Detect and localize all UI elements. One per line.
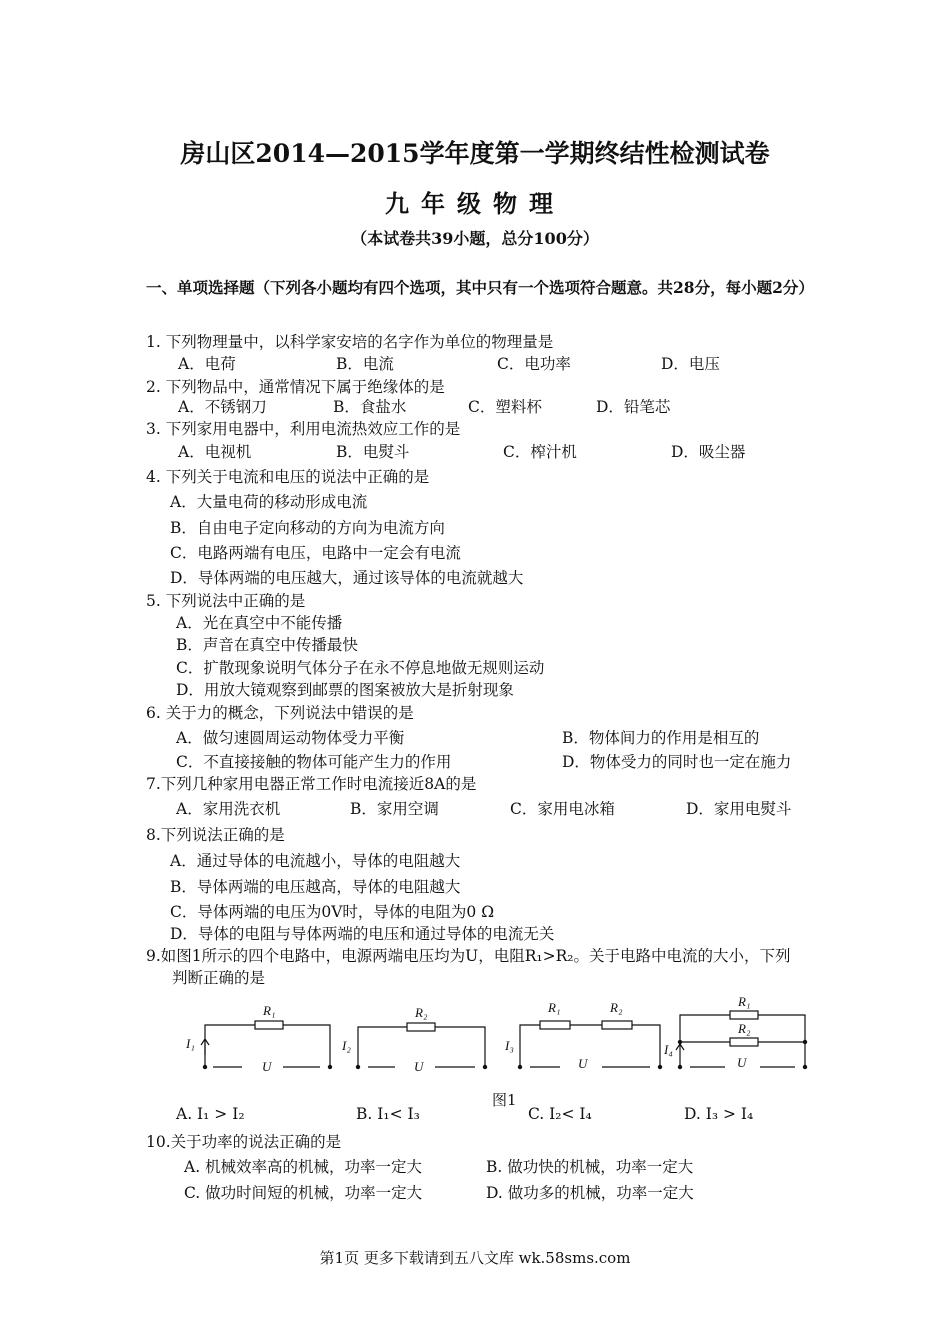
circuit-figure [180, 995, 820, 1080]
label-r1-c3: R₁ [548, 1000, 561, 1015]
label-i4: I₄ [664, 1042, 673, 1057]
q9-option-b: B. I₁< I₃ [356, 1105, 420, 1123]
circuit-2-resistor [407, 1023, 435, 1031]
q7-option-c: C．家用电冰箱 [510, 800, 615, 818]
subject-title: 九年级物理 [385, 189, 565, 218]
q3-option-c: C．榨汁机 [503, 443, 577, 461]
label-r2-c3: R₂ [610, 1000, 623, 1015]
page-title: 房山区2014—2015学年度第一学期终结性检测试卷 [180, 139, 770, 168]
q10-option-d: D. 做功多的机械，功率一定大 [486, 1184, 694, 1202]
q6-option-d: D．物体受力的同时也一定在施力 [562, 753, 792, 771]
label-u-c1: U [262, 1059, 272, 1074]
circuit-1-resistor [255, 1021, 283, 1029]
q5-option-b: B．声音在真空中传播最快 [176, 636, 358, 654]
q8-option-b: B．导体两端的电压越高，导体的电阻越大 [170, 878, 461, 896]
question-9: 9.如图1所示的四个电路中，电源两端电压均为U，电阻R₁>R₂。关于电路中电流的大小，下列 [146, 947, 791, 965]
q7-option-b: B．家用空调 [350, 800, 439, 818]
label-i2: I₂ [342, 1038, 351, 1053]
label-r1-c4: R₁ [738, 995, 751, 1009]
q6-option-c: C．不直接接触的物体可能产生力的作用 [176, 753, 452, 771]
question-2: 2. 下列物品中，通常情况下属于绝缘体的是 [146, 378, 445, 396]
label-i1: I₁ [186, 1036, 195, 1051]
q8-option-c: C．导体两端的电压为0V时，导体的电阻为0 Ω [170, 903, 495, 921]
label-r2-c4: R₂ [738, 1021, 751, 1036]
q1-option-c: C．电功率 [497, 355, 571, 373]
q8-option-a: A．通过导体的电流越小，导体的电阻越大 [170, 852, 461, 870]
q5-option-d: D．用放大镜观察到邮票的图案被放大是折射现象 [176, 681, 514, 699]
q6-option-b: B．物体间力的作用是相互的 [562, 729, 760, 747]
q7-option-d: D．家用电熨斗 [686, 800, 792, 818]
q7-option-a: A．家用洗衣机 [176, 800, 281, 818]
label-u-c3: U [578, 1056, 588, 1071]
question-1: 1. 下列物理量中，以科学家安培的名字作为单位的物理量是 [146, 333, 554, 351]
figure-caption: 图1 [492, 1091, 517, 1109]
q1-option-b: B．电流 [336, 355, 394, 373]
page-footer: 第1页 更多下载请到五八文库 wk.58sms.com [319, 1249, 631, 1267]
circuit-4-resistor-1 [730, 1011, 758, 1019]
circuit-3-resistor-1 [540, 1021, 570, 1029]
question-10: 10.关于功率的说法正确的是 [146, 1133, 342, 1151]
question-8: 8.下列说法正确的是 [146, 826, 285, 844]
q10-option-c: C. 做功时间短的机械，功率一定大 [184, 1184, 423, 1202]
q4-option-d: D．导体两端的电压越大，通过该导体的电流就越大 [170, 569, 524, 587]
q4-option-b: B．自由电子定向移动的方向为电流方向 [170, 519, 445, 537]
q10-option-a: A. 机械效率高的机械，功率一定大 [184, 1158, 423, 1176]
q3-option-d: D．吸尘器 [671, 443, 746, 461]
q5-option-a: A．光在真空中不能传播 [176, 614, 343, 632]
q4-option-c: C．电路两端有电压，电路中一定会有电流 [170, 544, 461, 562]
question-7: 7.下列几种家用电器正常工作时电流接近8A的是 [146, 775, 477, 793]
question-4: 4. 下列关于电流和电压的说法中正确的是 [146, 468, 430, 486]
question-3: 3. 下列家用电器中，利用电流热效应工作的是 [146, 420, 461, 438]
q6-option-a: A．做匀速圆周运动物体受力平衡 [176, 729, 405, 747]
label-r1-c1: R₁ [263, 1003, 276, 1018]
q9-option-d: D. I₃ > I₄ [684, 1105, 754, 1123]
label-r2-c2: R₂ [415, 1005, 428, 1020]
exam-note: （本试卷共39小题，总分100分） [351, 229, 599, 248]
section-heading: 一、单项选择题（下列各小题均有四个选项，其中只有一个选项符合题意。共28分，每小题2分） [146, 278, 814, 297]
circuit-4-resistor-2 [730, 1038, 758, 1046]
q3-option-a: A．电视机 [178, 443, 252, 461]
label-u-c2: U [414, 1059, 424, 1074]
q10-option-b: B. 做功快的机械，功率一定大 [486, 1158, 694, 1176]
q1-option-a: A．电荷 [178, 355, 236, 373]
q8-option-d: D．导体的电阻与导体两端的电压和通过导体的电流无关 [170, 925, 555, 943]
circuit-3-wire [520, 1025, 660, 1067]
q2-option-c: C．塑料杯 [468, 398, 542, 416]
q3-option-b: B．电熨斗 [336, 443, 410, 461]
question-5: 5. 下列说法中正确的是 [146, 592, 306, 610]
q4-option-a: A．大量电荷的移动形成电流 [170, 493, 368, 511]
question-6: 6. 关于力的概念，下列说法中错误的是 [146, 704, 414, 722]
q1-option-d: D．电压 [661, 355, 720, 373]
q9-option-c: C. I₂< I₄ [528, 1105, 592, 1123]
q2-option-b: B．食盐水 [333, 398, 407, 416]
label-i3: I₃ [505, 1038, 514, 1053]
q2-option-d: D．铅笔芯 [596, 398, 671, 416]
circuit-3-resistor-2 [602, 1021, 632, 1029]
q2-option-a: A．不锈钢刀 [178, 398, 267, 416]
q5-option-c: C．扩散现象说明气体分子在永不停息地做无规则运动 [176, 659, 545, 677]
q9-option-a: A. I₁ > I₂ [176, 1105, 245, 1123]
question-9-continued: 判断正确的是 [172, 969, 266, 987]
label-u-c4: U [737, 1055, 747, 1070]
